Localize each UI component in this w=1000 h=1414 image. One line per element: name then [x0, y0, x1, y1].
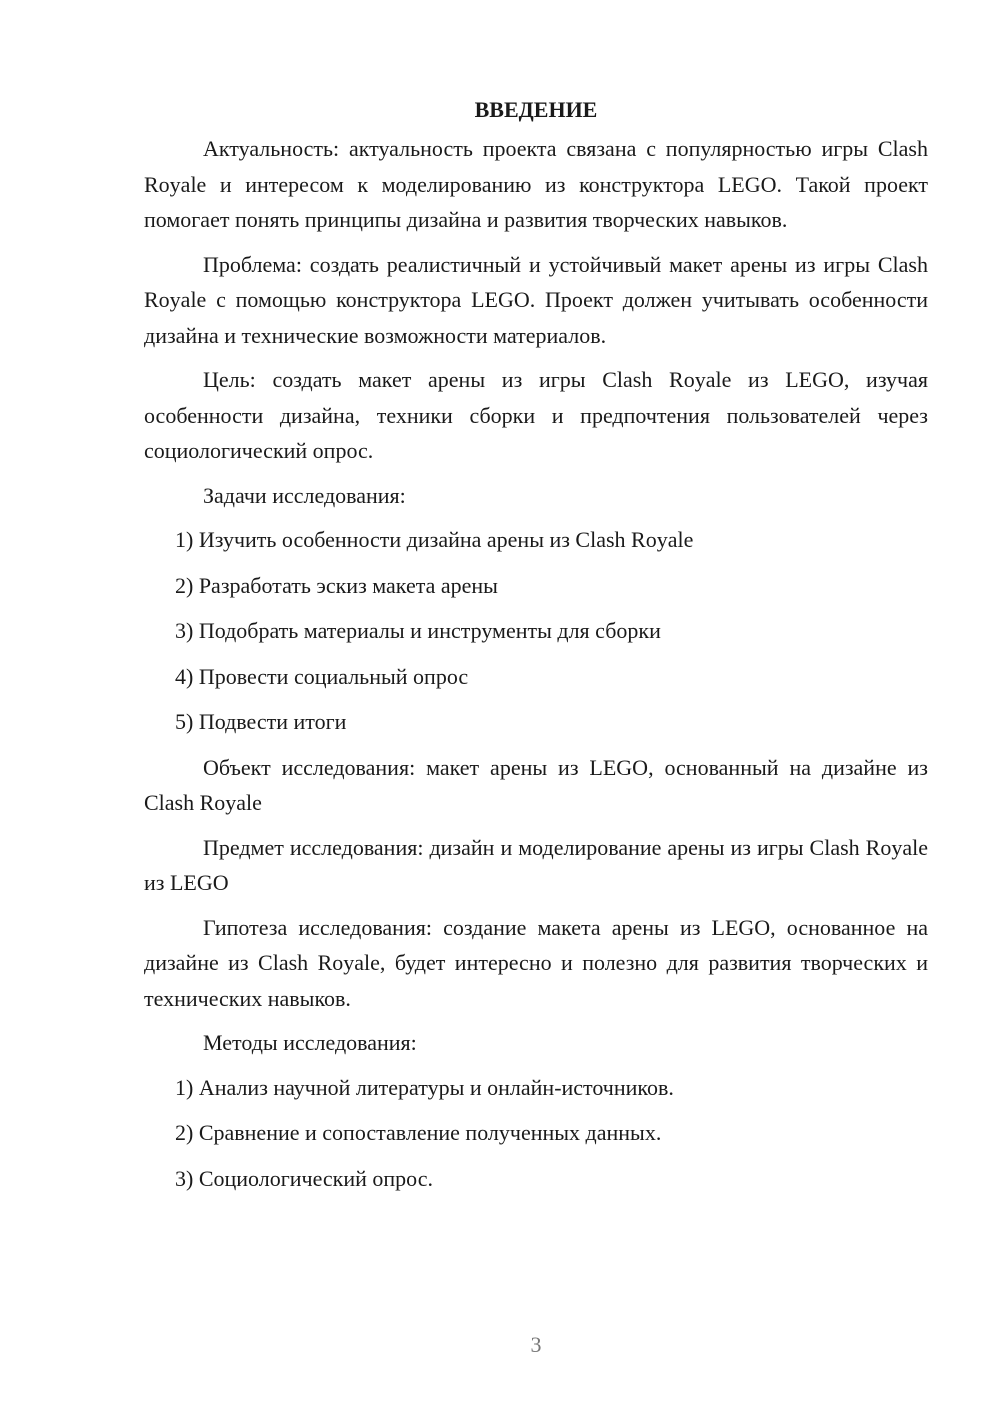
tasks-heading: Задачи исследования:: [203, 482, 406, 508]
object-paragraph: Объект исследования: макет арены из LEGO, основанный на дизайне из Clash Royale: [144, 754, 928, 815]
subject-paragraph: Предмет исследования: дизайн и моделирование арены из игры Clash Royale из LEGO: [144, 834, 928, 895]
list-item: 2) Разработать эскиз макета арены: [175, 572, 498, 598]
list-item: 5) Подвести итоги: [175, 709, 347, 734]
page-title: ВВЕДЕНИЕ: [474, 97, 598, 122]
hypothesis-paragraph: Гипотеза исследования: создание макета арены из LEGO, основанное на дизайне из Clash Royale, будет интересно и полезно для развития творческих и технических навыков.: [144, 914, 928, 1011]
list-item: 3) Социологический опрос.: [175, 1165, 433, 1191]
relevance-paragraph: Актуальность: актуальность проекта связана с популярностью игры Clash Royale и интересом к моделированию из конструктора LEGO. Такой проект помогает понять принципы дизайна и развития творческих навыков.: [144, 136, 928, 232]
list-item: 3) Подобрать материалы и инструменты для сборки: [175, 618, 661, 643]
list-item: 4) Провести социальный опрос: [175, 663, 469, 689]
list-item: 1) Изучить особенности дизайна арены из Clash Royale: [175, 527, 694, 552]
tasks-list: [144, 522, 928, 740]
methods-heading: Методы исследования:: [203, 1030, 417, 1055]
methods-list: [144, 1070, 928, 1197]
goal-paragraph: Цель: создать макет арены из игры Clash Royale из LEGO, изучая особенности дизайна, техники сборки и предпочтения пользователей через социологический опрос.: [144, 367, 928, 463]
list-item: 2) Сравнение и сопоставление полученных данных.: [175, 1120, 662, 1145]
problem-paragraph: Проблема: создать реалистичный и устойчивый макет арены из игры Clash Royale с помощью конструктора LEGO. Проект должен учитывать особенности дизайна и технические возможности материалов.: [144, 251, 928, 348]
document-page: [144, 92, 928, 1206]
page-number: 3: [530, 1332, 542, 1357]
list-item: 1) Анализ научной литературы и онлайн-источников.: [175, 1074, 674, 1100]
